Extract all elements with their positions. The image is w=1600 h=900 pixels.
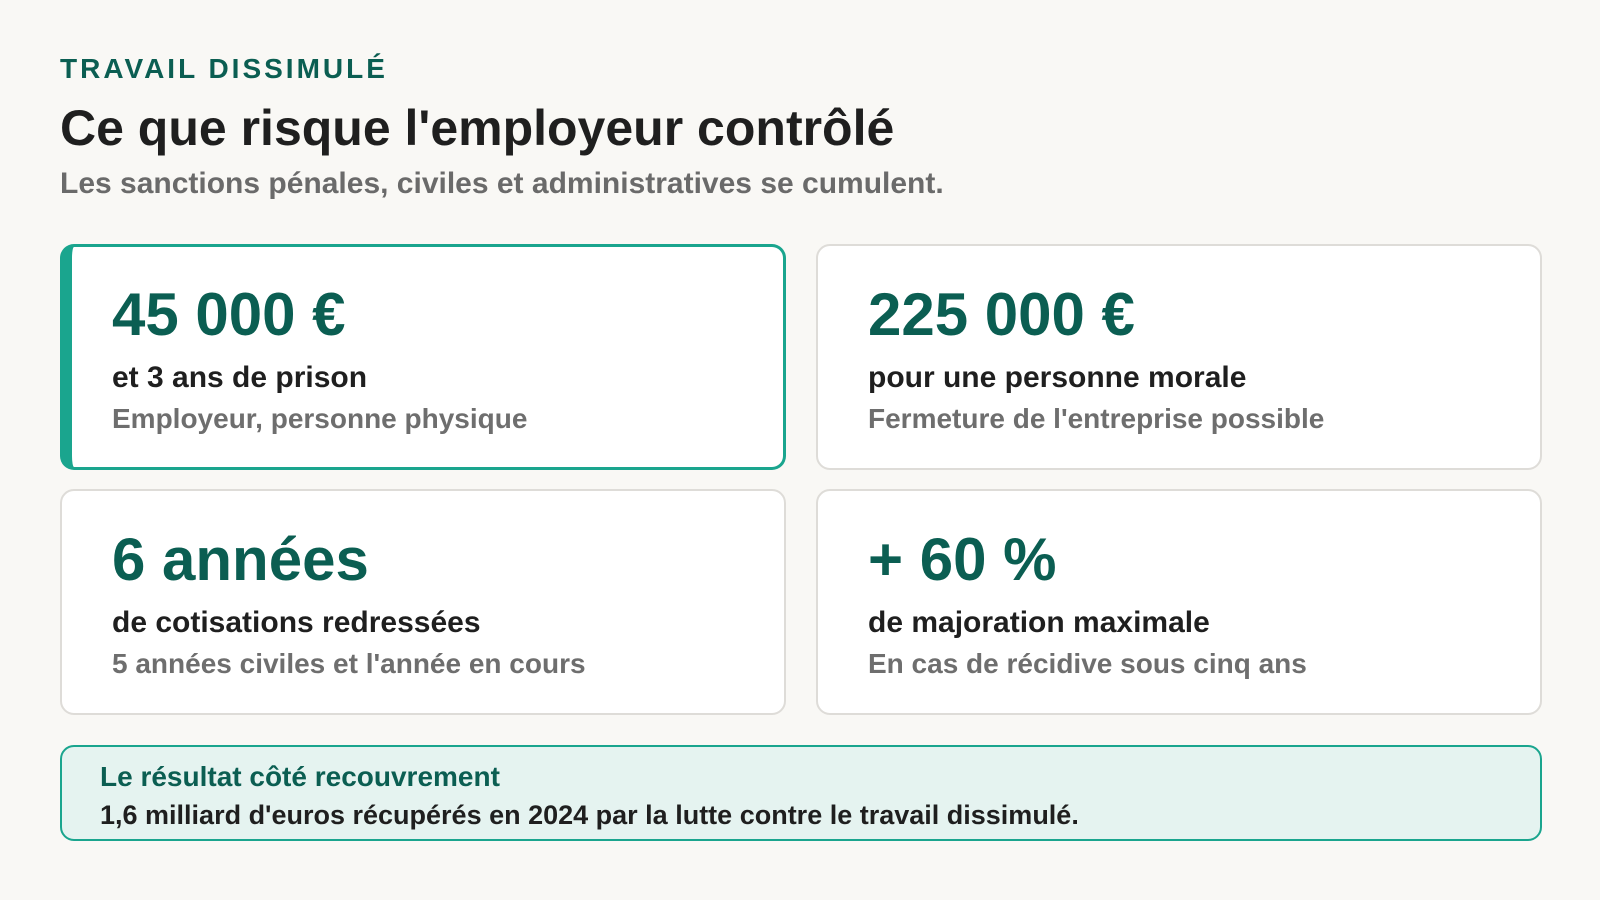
card-label: pour une personne morale xyxy=(868,361,1247,394)
sanction-card-surcharge xyxy=(816,489,1542,715)
card-note: En cas de récidive sous cinq ans xyxy=(868,648,1307,679)
sanction-card-contributions xyxy=(60,489,786,715)
card-value: 6 années xyxy=(112,526,369,593)
callout-text: 1,6 milliard d'euros récupérés en 2024 par la lutte contre le travail dissimulé. xyxy=(100,800,1079,830)
card-label: de majoration maximale xyxy=(868,606,1210,639)
card-note: Fermeture de l'entreprise possible xyxy=(868,403,1325,434)
sanctions-grid xyxy=(60,244,1540,715)
callout-title: Le résultat côté recouvrement xyxy=(100,761,500,792)
page-title: Ce que risque l'employeur contrôlé xyxy=(60,100,895,156)
page-subtitle: Les sanctions pénales, civiles et administratives se cumulent. xyxy=(60,167,944,200)
sanction-card-fine-company xyxy=(816,244,1542,470)
card-label: et 3 ans de prison xyxy=(112,361,368,394)
recovery-callout xyxy=(60,745,1542,841)
card-value: 225 000 € xyxy=(868,281,1135,348)
card-note: Employeur, personne physique xyxy=(112,403,528,434)
card-value: 45 000 € xyxy=(112,281,346,348)
card-value: + 60 % xyxy=(868,526,1057,593)
card-note: 5 années civiles et l'année en cours xyxy=(112,648,586,679)
sanction-card-fine-individual xyxy=(60,244,786,470)
card-label: de cotisations redressées xyxy=(112,606,481,639)
section-kicker: TRAVAIL DISSIMULÉ xyxy=(60,53,388,84)
